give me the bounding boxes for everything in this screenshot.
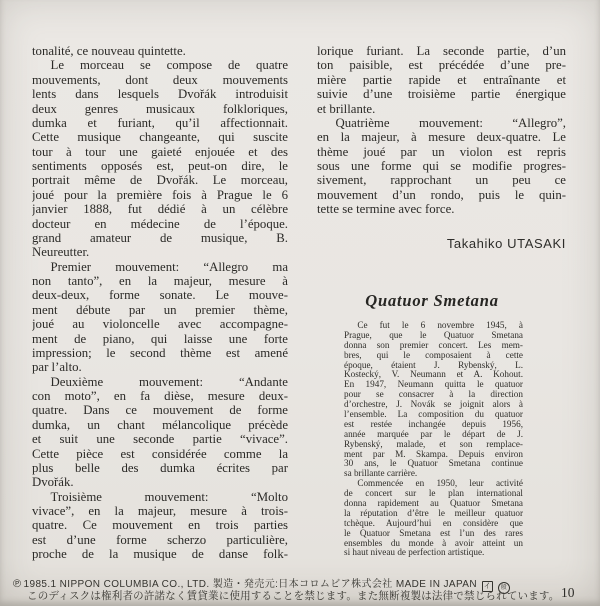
section-body-column [344,321,523,558]
text-line: dumka et furiant, qu’il affectionnait. [32,115,288,130]
text-line: suivie d’une troisième partie énergique [317,87,566,102]
text-line: portrait même de Dvořák. Le morceau, [32,173,288,188]
text-line: dumka, un chant mélancolique précède [32,417,288,432]
text-line: l’ensemble. La composition du quatuor [344,410,523,420]
text-line: mouvements, dont deux mouvements [32,72,288,87]
text-line: ment par M. Škampa. Depuis environ [344,449,523,459]
text-line: est restée inchangée depuis 1956, [344,419,523,429]
text-line: ment débute par un premier thème, [32,302,288,317]
text-line: quatre. Ce mouvement en trois parties [32,518,288,533]
text-line: tonalité, ce nouveau quintette. [32,44,186,58]
text-line: année marquée par le départ de J. [344,429,523,439]
text-line: Dvořák. [32,475,74,490]
text-line: tette se termine avec force. [317,202,455,217]
text-line: la réputation d’être le meilleur quatuor [344,508,523,518]
text-line: Quatrième mouvement: “Allegro”, [335,115,566,130]
text-line: Neureutter. [32,245,90,260]
phonogram-copyright-icon: ℗ [13,578,22,590]
text-line: En 1947, Neumann quitta le quatuor [344,380,523,390]
text-line: le Quatuor Smetana est l’un des rares [344,528,523,538]
left-text-column [32,44,288,562]
text-line: deux genres musicaux folkloriques, [32,101,288,116]
page-number: 10 [561,585,575,600]
text-line: Rybenský, malade, et son remplace- [344,439,523,449]
text-line: sous une forme qui se modifie progres- [317,159,566,173]
text-line: donna rapidement au Quatuor Smetana [344,499,523,509]
text-line: pour se consacrer à la direction [344,390,523,400]
text-line: lorique furiant. La seconde partie, d’un [317,44,566,58]
text-line: en la majeur, à mesure deux-quatre. Le [317,130,566,145]
text-line: Deuxième mouvement: “Andante [50,374,288,389]
text-line: lents dans lesquels Dvořák introduisit [32,87,288,102]
text-line: plus belle des dumka écrites par [32,460,288,475]
text-line: de concert sur le plan international [344,489,523,499]
text-line: époque, étaient J. Rybenský, L. [344,360,523,370]
text-line: mière partie rapide et entraînante et [317,72,566,87]
author-credit: Takahiko UTASAKI [446,236,566,251]
text-line: janvier 1888, fut dédié à un célèbre [32,202,288,217]
text-line: ton paisible, est précédée d’une pre- [317,58,566,73]
text-line: Kostecký, V. Neumann et A. Kohout. [344,370,523,380]
text-line: Cette musique changeante, qui suscite [32,130,288,145]
text-line: Cette pièce est considérée comme la [32,446,288,461]
text-line: sa brillante carrière. [344,469,418,479]
text-line: si haut niveau de perfection artistique. [344,548,485,558]
text-line: 30 ans, le Quatuor Smetana continue [344,459,523,469]
text-line: docteur en médecine de l’époque. [32,216,288,231]
text-line: Troisième mouvement: “Molto [50,489,288,504]
text-line: quatre. Dans ce mouvement de forme [32,403,288,418]
text-line: Le morceau se compose de quatre [50,58,288,73]
text-line: thème joué par un violon est repris [317,144,566,159]
text-line: par l’alto. [32,360,82,375]
footer-rental-notice: このディスクは権利者の許諾なく賃貸業に使用することを禁じます。また無断複製は法律で禁じられています。 [27,590,560,602]
text-line: Ce fut le 6 novembre 1945, à [357,321,523,330]
text-line: sentiments opposés est, peut-on dire, le [32,159,288,173]
text-line: joué au violoncelle avec accompagne- [32,317,288,332]
section-heading: Quatuor Smetana [365,291,499,310]
text-line: vivace”, en la majeur, mesure à trois- [32,504,288,518]
text-line: d’orchestre, J. Novák se joignit alors à [344,400,523,410]
text-line: bres, qui le composaient à cette [344,350,523,360]
text-line: mouvement d’un rondo, puis le quin- [317,187,566,202]
text-line: impression; le second thème est amené [32,345,288,360]
boxed-i-mark-icon: イ [483,583,492,590]
text-line: Prague, que le Quatuor Smetana [344,330,523,340]
text-line: proche de la musique de danse folk- [32,547,288,562]
text-line: est d’une forme scherzo particulière, [32,532,288,547]
text-line: sivement, rapprochant un peu ce [317,173,566,188]
text-line: et suit une seconde partie “vivace”. [32,432,288,447]
text-line: Premier mouvement: “Allegro ma [50,259,288,274]
text-line: tour à tour une gaieté enjouée et des [32,144,288,159]
text-line: non tanto”, en la majeur, mesure à [32,274,288,288]
text-line: ment de piano, qui laisse une forte [32,331,288,346]
footer-copyright-text: 1985.1 NIPPON COLUMBIA CO., LTD. 製造・発売元:日本コロムビア株式会社 MADE IN JAPAN [23,579,477,590]
text-line: con moto”, en fa dièse, mesure deux- [32,389,288,403]
circled-mark-icon: 般 [498,582,510,594]
text-line: deux-deux, forme sonate. Le mouve- [32,288,288,303]
text-line: tchèque. Aujourd’hui en considère que [344,518,523,528]
right-text-column [317,44,566,217]
text-line: ensembles du monde à avoir atteint un [344,538,523,548]
text-line: Commencée en 1950, leur activité [357,479,523,489]
text-line: donna son premier concert. Les mem- [344,340,523,350]
text-line: grand amateur de musique, B. [32,230,288,245]
text-line: et brillante. [317,101,376,116]
text-line: joué pour la première fois à Prague le 6 [32,187,288,202]
